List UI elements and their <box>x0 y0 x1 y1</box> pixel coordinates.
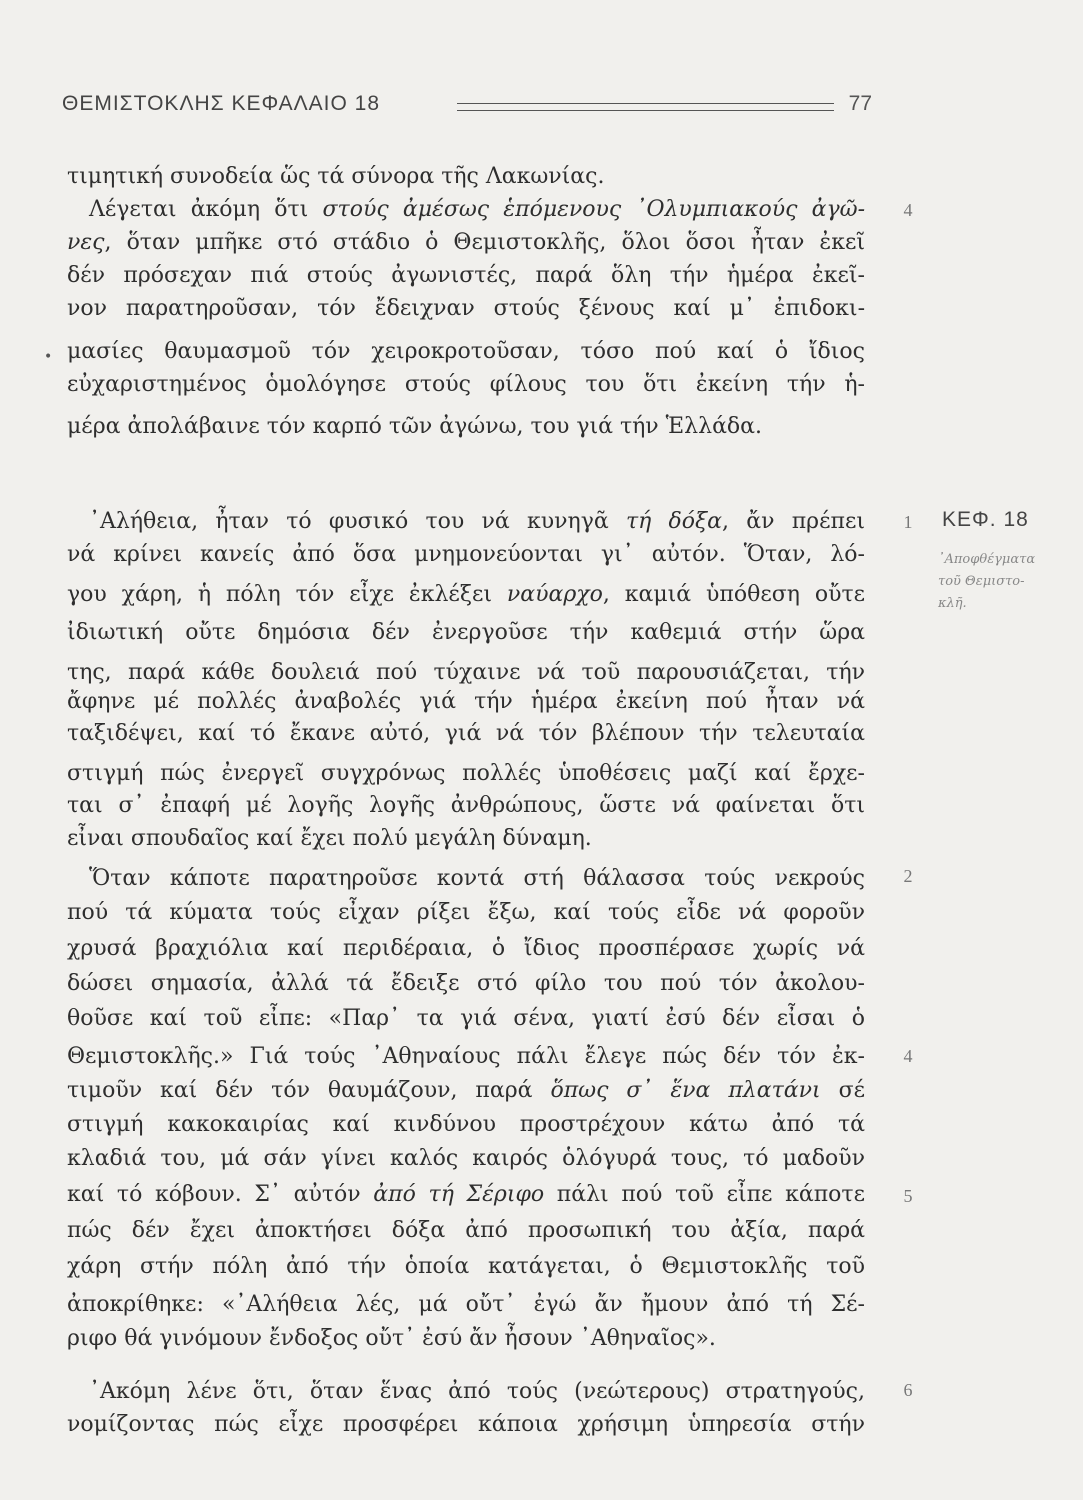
text-line: νον παρατηροῦσαν, τόν ἔδειχναν στούς ξένους καί μ᾿ ἐπιδοκι- <box>67 296 865 321</box>
header-title: ΘΕΜΙΣΤΟΚΛΗΣ ΚΕΦΑΛΑΙΟ 18 <box>62 92 381 115</box>
text-line: ᾿Ακόμη λένε ὅτι, ὅταν ἕνας ἀπό τούς (νεώτερους) στρατηγούς, <box>89 1379 865 1404</box>
text-line: μέρα ἀπολάβαινε τόν καρπό τῶν ἀγώνω, του γιά τήν Ἑλλάδα. <box>67 414 763 439</box>
text-line: της, παρά κάθε δουλειά πού τύχαινε νά τοῦ παρουσιάζεται, τήν <box>67 660 865 685</box>
text-line: ἀποκρίθηκε: «᾿Αλήθεια λές, μά οὔτ᾿ ἐγώ ἄν ἤμουν ἀπό τή Σέ- <box>67 1292 865 1317</box>
text-line: δώσει σημασία, ἀλλά τά ἔδειξε στό φίλο του πού τόν ἀκολου- <box>67 971 865 996</box>
section-marker: 6 <box>903 1380 913 1400</box>
margin-dot: • <box>44 349 53 365</box>
text-line: ται σ᾿ ἐπαφή μέ λογῆς λογῆς ἀνθρώπους, ὥστε νά φαίνεται ὅτι <box>67 793 865 818</box>
text-line: πού τά κύματα τούς εἶχαν ρίξει ἔξω, καί τούς εἶδε νά φοροῦν <box>67 900 865 925</box>
text-line: δέν πρόσεχαν πιά στούς ἀγωνιστές, παρά ὅλη τήν ἡμέρα ἐκεῖ- <box>67 263 865 288</box>
text-line: Θεμιστοκλῆς.» Γιά τούς ᾿Αθηναίους πάλι ἔλεγε πώς δέν τόν ἐκ- <box>67 1044 865 1069</box>
italic-phrase: ναύαρχο <box>506 582 603 607</box>
text-line: ᾿Αλήθεια, ἦταν τό φυσικό του νά κυνηγᾶ τή δόξα, ἄν πρέπει <box>89 509 865 534</box>
text-line: γου χάρη, ἡ πόλη τόν εἶχε ἐκλέξει ναύαρχο, καμιά ὑπόθεση οὔτε <box>67 582 865 607</box>
side-note-line: ᾿Αποφθέγματα <box>938 552 1036 567</box>
text-line: ἰδιωτική οὔτε δημόσια δέν ἐνεργοῦσε τήν καθεμιά στήν ὥρα <box>67 620 865 645</box>
running-header <box>62 92 872 122</box>
text-line: Ὅταν κάποτε παρατηροῦσε κοντά στή θάλασσα τούς νεκρούς <box>89 866 865 891</box>
text-line: στιγμή πώς ἐνεργεῖ συγχρόνως πολλές ὑποθέσεις μαζί καί ἔρχε- <box>67 761 865 786</box>
section-marker: 4 <box>903 200 913 220</box>
text-line: κλαδιά του, μά σάν γίνει καλός καιρός ὁλόγυρά τους, τό μαδοῦν <box>67 1146 865 1171</box>
text-line: καί τό κόβουν. Σ᾿ αὐτόν ἀπό τή Σέριφο πάλι πού τοῦ εἶπε κάποτε <box>67 1182 865 1207</box>
text-line: τιμοῦν καί δέν τόν θαυμάζουν, παρά ὅπως σ᾿ ἕνα πλατάνι σέ <box>67 1078 865 1103</box>
text-line: τιμητική συνοδεία ὥς τά σύνορα τῆς Λακωνίας. <box>67 164 605 189</box>
side-note-line: κλῆ. <box>938 596 967 611</box>
text-line: χάρη στήν πόλη ἀπό τήν ὁποία κατάγεται, ὁ Θεμιστοκλῆς τοῦ <box>67 1254 865 1279</box>
italic-phrase: τή δόξα <box>625 509 723 534</box>
side-note-line: τοῦ Θεμιστο- <box>938 574 1025 589</box>
text-line: ἄφηνε μέ πολλές ἀναβολές γιά τήν ἡμέρα ἐκείνη πού ἦταν νά <box>67 689 865 714</box>
text-line: νες, ὅταν μπῆκε στό στάδιο ὁ Θεμιστοκλῆς, ὅλοι ὅσοι ἦταν ἐκεῖ <box>67 230 865 255</box>
italic-phrase: ὅπως σ᾿ ἕνα πλατάνι <box>550 1078 821 1103</box>
text-line: Λέγεται ἀκόμη ὅτι στούς ἀμέσως ἑπόμενους ᾿Ολυμπιακούς ἀγῶ- <box>89 197 865 222</box>
section-marker: 1 <box>903 512 913 532</box>
page-number: 77 <box>848 92 872 115</box>
text-line: ριφο θά γινόμουν ἔνδοξος οὔτ᾿ ἐσύ ἄν ἦσουν ᾿Αθηναῖος». <box>67 1326 716 1351</box>
section-marker: 5 <box>903 1186 913 1206</box>
text-line: θοῦσε καί τοῦ εἶπε: «Παρ᾿ τα γιά σένα, γιατί ἐσύ δέν εἶσαι ὁ <box>67 1006 865 1031</box>
italic-phrase: στούς ἀμέσως ἑπόμενους ᾿Ολυμπιακούς ἀγῶ- <box>322 197 865 222</box>
section-marker: 4 <box>903 1046 913 1066</box>
header-double-rule <box>457 103 834 111</box>
section-marker: 2 <box>903 866 913 886</box>
text-line: εἶναι σπουδαῖος καί ἔχει πολύ μεγάλη δύναμη. <box>67 826 592 851</box>
chapter-side-title: ΚΕΦ. 18 <box>942 508 1029 531</box>
text-line: πώς δέν ἔχει ἀποκτήσει δόξα ἀπό προσωπική του ἀξία, παρά <box>67 1218 865 1243</box>
text-line: εὐχαριστημένος ὁμολόγησε στούς φίλους του ὅτι ἐκείνη τήν ἡ- <box>67 372 865 397</box>
text-line: ταξιδέψει, καί τό ἔκανε αὐτό, γιά νά τόν βλέπουν τήν τελευταία <box>67 721 865 746</box>
text-line: στιγμή κακοκαιρίας καί κινδύνου προστρέχουν κάτω ἀπό τά <box>67 1112 865 1137</box>
text-line: νομίζοντας πώς εἶχε προσφέρει κάποια χρήσιμη ὑπηρεσία στήν <box>67 1412 865 1437</box>
text-line: χρυσά βραχιόλια καί περιδέραια, ὁ ἴδιος προσπέρασε χωρίς νά <box>67 936 865 961</box>
text-line: νά κρίνει κανείς ἀπό ὅσα μνημονεύονται γι᾿ αὐτόν. Ὅταν, λό- <box>67 542 865 567</box>
italic-phrase: νες <box>67 230 105 255</box>
italic-phrase: ἀπό τή Σέριφο <box>373 1182 545 1207</box>
text-line: μασίες θαυμασμοῦ τόν χειροκροτοῦσαν, τόσο πού καί ὁ ἴδιος <box>67 339 865 364</box>
